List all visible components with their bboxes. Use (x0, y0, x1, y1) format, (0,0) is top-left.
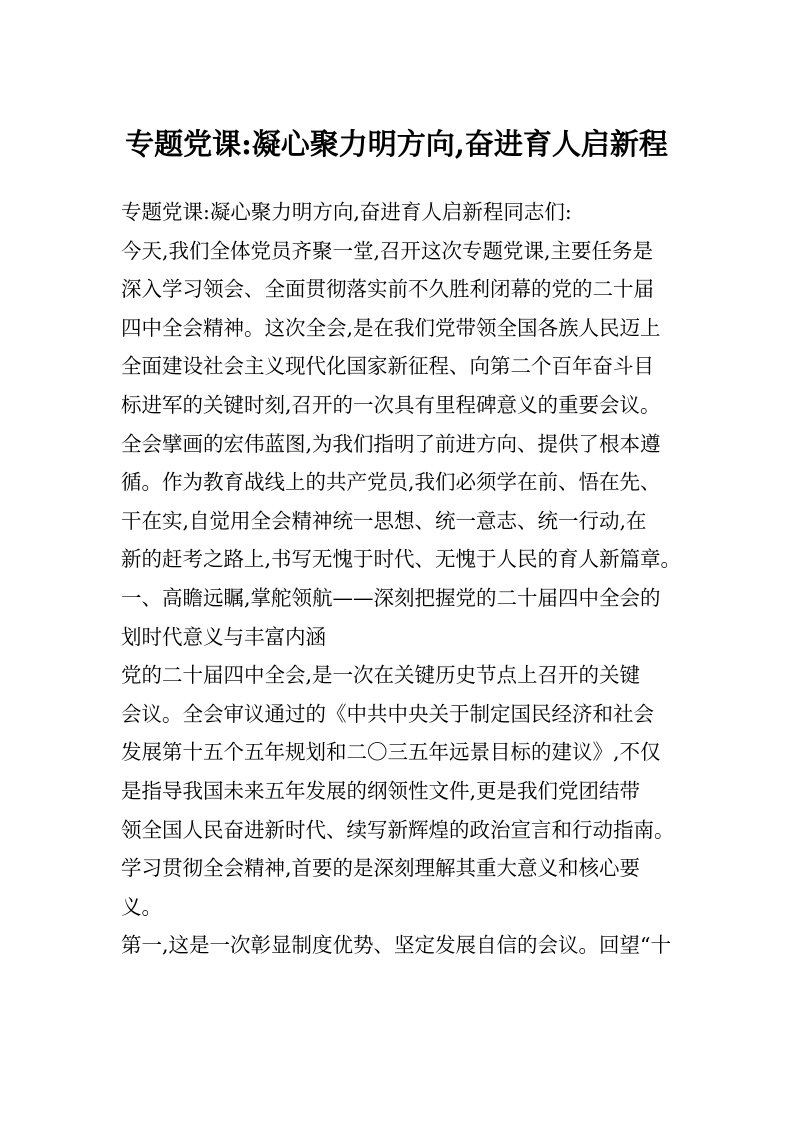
document-body (121, 193, 687, 965)
paragraph-line: 第一,这是一次彰显制度优势、坚定发展自信的会议。回望“十 (121, 933, 671, 958)
paragraph-line: 党的二十届四中全会,是一次在关键历史节点上召开的关键 (121, 663, 641, 688)
paragraph-line: 今天,我们全体党员齐聚一堂,召开这次专题党课,主要任务是 (121, 238, 654, 263)
paragraph-line: 四中全会精神。这次全会,是在我们党带领全国各族人民迈上 (121, 315, 661, 340)
section-heading-line: 划时代意义与丰富内涵 (121, 624, 326, 649)
paragraph-line: 深入学习领会、全面贯彻落实前不久胜利闭幕的党的二十届 (121, 277, 654, 302)
paragraph-line: 是指导我国未来五年发展的纲领性文件,更是我们党团结带 (121, 778, 641, 803)
paragraph-line: 全面建设社会主义现代化国家新征程、向第二个百年奋斗目 (121, 354, 654, 379)
paragraph-line: 新的赶考之路上,书写无愧于时代、无愧于人民的育人新篇章。 (121, 547, 682, 572)
paragraph-line: 发展第十五个五年规划和二〇三五年远景目标的建议》,不仅 (121, 740, 661, 765)
paragraph-line: 标进军的关键时刻,召开的一次具有里程碑意义的重要会议。 (121, 392, 661, 417)
paragraph-line: 学习贯彻全会精神,首要的是深刻理解其重大意义和核心要 (121, 856, 641, 881)
paragraph-line: 义。 (121, 894, 162, 919)
paragraph-line: 专题党课:凝心聚力明方向,奋进育人启新程同志们: (121, 200, 572, 224)
document-title: 专题党课:凝心聚力明方向,奋进育人启新程 (125, 127, 668, 161)
paragraph-line: 干在实,自觉用全会精神统一思想、统一意志、统一行动,在 (121, 508, 647, 533)
paragraph-line: 领全国人民奋进新时代、续写新辉煌的政治宣言和行动指南。 (121, 817, 675, 842)
paragraph-line: 循。作为教育战线上的共产党员,我们必须学在前、悟在先、 (121, 470, 661, 495)
section-heading-line: 一、高瞻远瞩,掌舵领航——深刻把握党的二十届四中全会的 (121, 585, 661, 610)
paragraph-line: 全会擘画的宏伟蓝图,为我们指明了前进方向、提供了根本遵 (121, 431, 661, 456)
paragraph-line: 会议。全会审议通过的《中共中央关于制定国民经济和社会 (121, 701, 654, 726)
